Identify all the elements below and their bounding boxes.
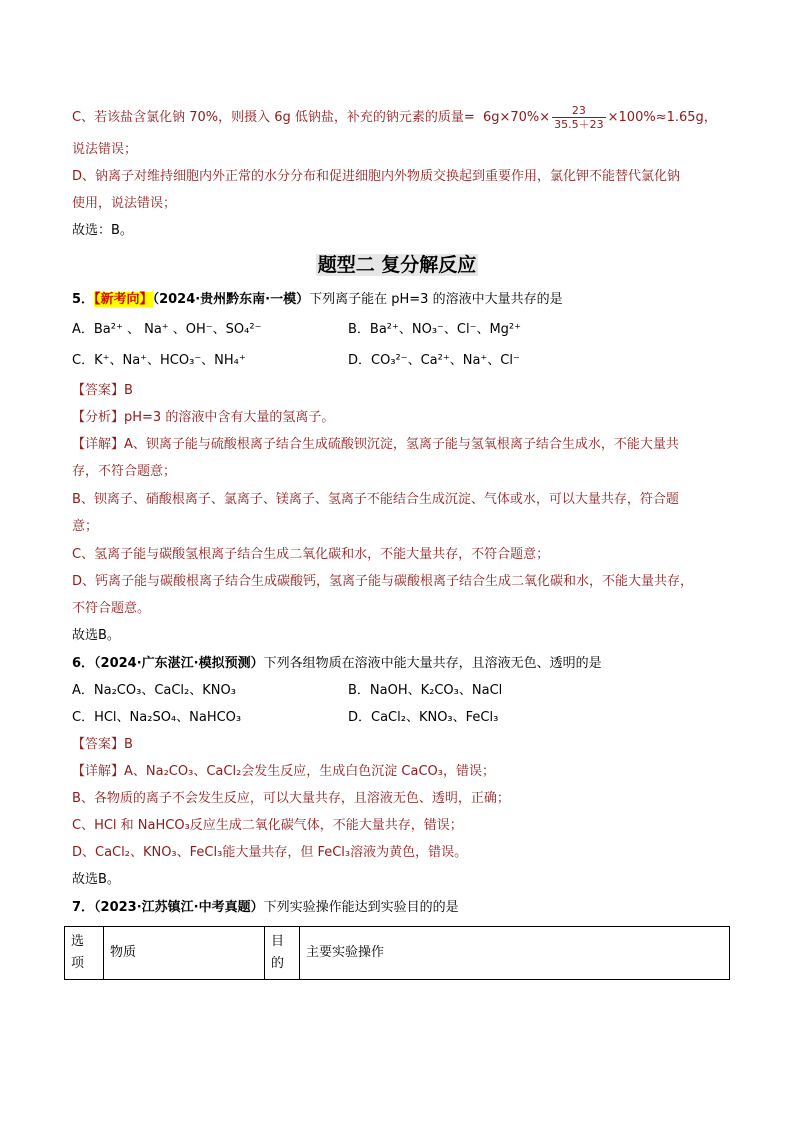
answer-line — [72, 381, 133, 401]
section-title — [0, 250, 794, 277]
detail-d-line-2: 不符合题意。 — [72, 601, 151, 616]
fraction-numerator: 23 — [552, 104, 606, 118]
detail-a-text: A、钡离子能与硫酸根离子结合生成硫酸钡沉淀，氢离子能与氢氧根离子结合生成水，不能大量共 — [124, 437, 679, 452]
analysis-text: pH=3 的溶液中含有大量的氢离子。 — [124, 410, 335, 425]
section-title-text: 题型二 复分解反应 — [317, 254, 477, 276]
detail-b-line: B、各物质的离子不会发生反应，可以大量共存，且溶液无色、透明，正确； — [72, 791, 510, 806]
option-d: D．CO₃²⁻、Ca²⁺、Na⁺、Cl⁻ — [348, 353, 520, 368]
detail-a-line-1 — [72, 435, 679, 455]
option-c-continuation: 说法错误； — [72, 142, 138, 157]
answer-value: B — [124, 383, 133, 398]
option-c-text: C、若该盐含氯化钠 70%，则摄入 6g 低钠盐，补充的钠元素的质量= — [72, 110, 475, 125]
detail-a-text: A、Na₂CO₃、CaCl₂会发生反应，生成白色沉淀 CaCO₃，错误； — [124, 764, 495, 779]
answer-label: 【答案】 — [72, 383, 125, 398]
question-number: 6． — [72, 656, 95, 671]
question-stem: 下列离子能在 pH=3 的溶液中大量共存的是 — [309, 292, 563, 307]
fraction-denominator: 35.5＋23 — [554, 118, 604, 131]
detail-a-line-2: 存，不符合题意； — [72, 464, 177, 479]
option-d-continuation: 使用，说法错误； — [72, 196, 177, 211]
question-6-options-row-1 — [72, 681, 502, 701]
answer-line — [72, 735, 133, 755]
option-d: D．CaCl₂、KNO₃、FeCl₃ — [348, 710, 499, 725]
option-a: A．Ba²⁺ 、 Na⁺ 、OH⁻、SO₄²⁻ — [72, 322, 262, 337]
detail-c-line: C、HCl 和 NaHCO₃反应生成二氧化碳气体，不能大量共存，错误； — [72, 818, 463, 833]
option-c-explanation — [72, 104, 717, 131]
question-5-options-row-2 — [72, 351, 520, 371]
option-b: B．NaOH、K₂CO₃、NaCl — [348, 683, 503, 698]
question-source: （2023·江苏镇江·中考真题） — [94, 900, 264, 915]
detail-c-line: C、氢离子能与碳酸氢根离子结合生成二氧化碳和水，不能大量共存，不符合题意； — [72, 547, 550, 562]
detail-label: 【详解】 — [72, 764, 125, 779]
table-header-row — [65, 927, 730, 980]
question-number: 7． — [72, 900, 95, 915]
option-b: B．Ba²⁺、NO₃⁻、Cl⁻、Mg²⁺ — [348, 322, 521, 337]
conclusion-text: 故选：B。 — [72, 223, 133, 238]
question-5-options-row-1 — [72, 320, 521, 340]
header-main-operation: 主要实验操作 — [300, 927, 730, 980]
question-stem: 下列各组物质在溶液中能大量共存，且溶液无色、透明的是 — [263, 656, 602, 671]
detail-a-line — [72, 762, 495, 782]
detail-d-line: D、CaCl₂、KNO₃、FeCl₃能大量共存，但 FeCl₃溶液为黄色，错误。 — [72, 845, 468, 860]
option-c: C．K⁺、Na⁺、HCO₃⁻、NH₄⁺ — [72, 353, 246, 368]
detail-b-line-2: 意； — [72, 519, 99, 534]
question-stem: 下列实验操作能达到实验目的的是 — [263, 900, 459, 915]
sodium-fraction — [552, 104, 606, 131]
new-direction-tag: 【新考向】 — [94, 292, 153, 307]
option-c: C．HCl、Na₂SO₄、NaHCO₃ — [72, 710, 242, 725]
question-number: 5． — [72, 292, 95, 307]
question-5-conclusion: 故选B。 — [72, 628, 120, 643]
formula-prefix: 6g×70%× — [482, 110, 551, 125]
detail-label: 【详解】 — [72, 437, 125, 452]
detail-d-line-1: D、钙离子能与碳酸根离子结合生成碳酸钙，氢离子能与碳酸根离子结合生成二氧化碳和水，不能大量共存， — [72, 574, 694, 589]
header-purpose: 目 的 — [265, 927, 300, 980]
header-option: 选 项 — [65, 927, 104, 980]
question-6-conclusion: 故选B。 — [72, 872, 120, 887]
analysis-line — [72, 408, 334, 428]
question-7-stem — [72, 898, 459, 918]
formula-suffix: ×100%≈1.65g， — [607, 110, 717, 125]
experiment-table — [64, 926, 730, 980]
option-d-explanation: D、钠离子对维持细胞内外正常的水分分布和促进细胞内外物质交换起到重要作用，氯化钾不能替代氯化钠 — [72, 169, 681, 184]
answer-label: 【答案】 — [72, 737, 125, 752]
question-6-options-row-2 — [72, 708, 498, 728]
analysis-label: 【分析】 — [72, 410, 125, 425]
question-6-stem — [72, 654, 602, 674]
header-substance: 物质 — [104, 927, 265, 980]
detail-b-line-1: B、钡离子、硝酸根离子、氯离子、镁离子、氢离子不能结合生成沉淀、气体或水，可以大量共存，符合题 — [72, 492, 679, 507]
question-source: （2024·广东湛江·模拟预测） — [94, 656, 264, 671]
question-source: （2024·贵州黔东南·一模） — [152, 292, 310, 307]
option-a: A．Na₂CO₃、CaCl₂、KNO₃ — [72, 683, 236, 698]
question-5-stem — [72, 290, 563, 310]
answer-value: B — [124, 737, 133, 752]
